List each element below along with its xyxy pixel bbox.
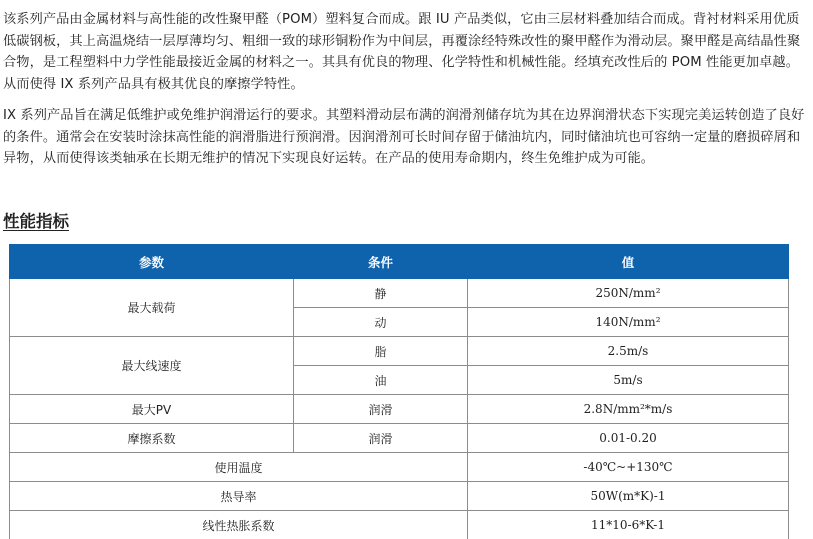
header-param: 参数	[10, 245, 294, 279]
table-row	[10, 511, 789, 539]
intro-paragraph-2: IX 系列产品旨在满足低维护或免维护润滑运行的要求。其塑料滑动层布满的润滑剂储存坑为其在边界润滑状态下实现完美运转创造了良好的条件。通常会在安装时涂抹高性能的润滑脂进行预润滑。因润滑剂可长时间存留于储油坑内，同时储油坑也可容纳一定量的磨损碎屑和异物，从而使得该类轴承在长期无维护的情况下实现良好运转。在产品的使用寿命期内，终生免维护成为可能。	[3, 108, 805, 166]
table-row	[10, 395, 789, 424]
table-row	[10, 337, 789, 366]
cond-friction-lubricated: 润滑	[294, 424, 468, 453]
performance-table	[9, 244, 789, 539]
header-value: 值	[468, 245, 789, 279]
section-title-performance: 性能指标	[3, 212, 69, 231]
intro-paragraph-1: 该系列产品由金属材料与高性能的改性聚甲醛（POM）塑料复合而成。跟 IU 产品类似，它由三层材料叠加结合而成。背衬材料采用优质低碳钢板，其上高温烧结一层厚薄均匀、粗细一致的球形铜粉作为中间层，再覆涂经特殊改性的聚甲醛作为滑动层。聚甲醛是高结晶性聚合物，是工程塑料中力学性能最接近金属的材料之一。其具有优良的物理、化学特性和机械性能。经填充改性后的 POM 性能更加卓越。从而使得 IX 系列产品具有极其优良的摩擦学特性。	[3, 12, 801, 92]
val-friction: 0.01-0.20	[468, 424, 789, 453]
val-expansion: 11*10-6*K-1	[468, 511, 789, 539]
cond-pv-lubricated: 润滑	[294, 395, 468, 424]
param-expansion: 线性热胀系数	[10, 511, 468, 539]
cond-oil: 油	[294, 366, 468, 395]
table-header-row	[10, 245, 789, 279]
cond-dynamic: 动	[294, 308, 468, 337]
table-row	[10, 482, 789, 511]
val-oil-speed: 5m/s	[468, 366, 789, 395]
cond-static: 静	[294, 279, 468, 308]
val-grease-speed: 2.5m/s	[468, 337, 789, 366]
val-conductivity: 50W(m*K)-1	[468, 482, 789, 511]
header-condition: 条件	[294, 245, 468, 279]
table-row	[10, 279, 789, 308]
param-friction: 摩擦系数	[10, 424, 294, 453]
val-static-load: 250N/mm²	[468, 279, 789, 308]
table-row	[10, 453, 789, 482]
val-dynamic-load: 140N/mm²	[468, 308, 789, 337]
table-row	[10, 424, 789, 453]
cond-grease: 脂	[294, 337, 468, 366]
param-conductivity: 热导率	[10, 482, 468, 511]
param-max-speed: 最大线速度	[10, 337, 294, 395]
param-max-pv: 最大PV	[10, 395, 294, 424]
val-temperature: -40℃~+130℃	[468, 453, 789, 482]
param-max-load: 最大载荷	[10, 279, 294, 337]
val-max-pv: 2.8N/mm²*m/s	[468, 395, 789, 424]
param-temperature: 使用温度	[10, 453, 468, 482]
